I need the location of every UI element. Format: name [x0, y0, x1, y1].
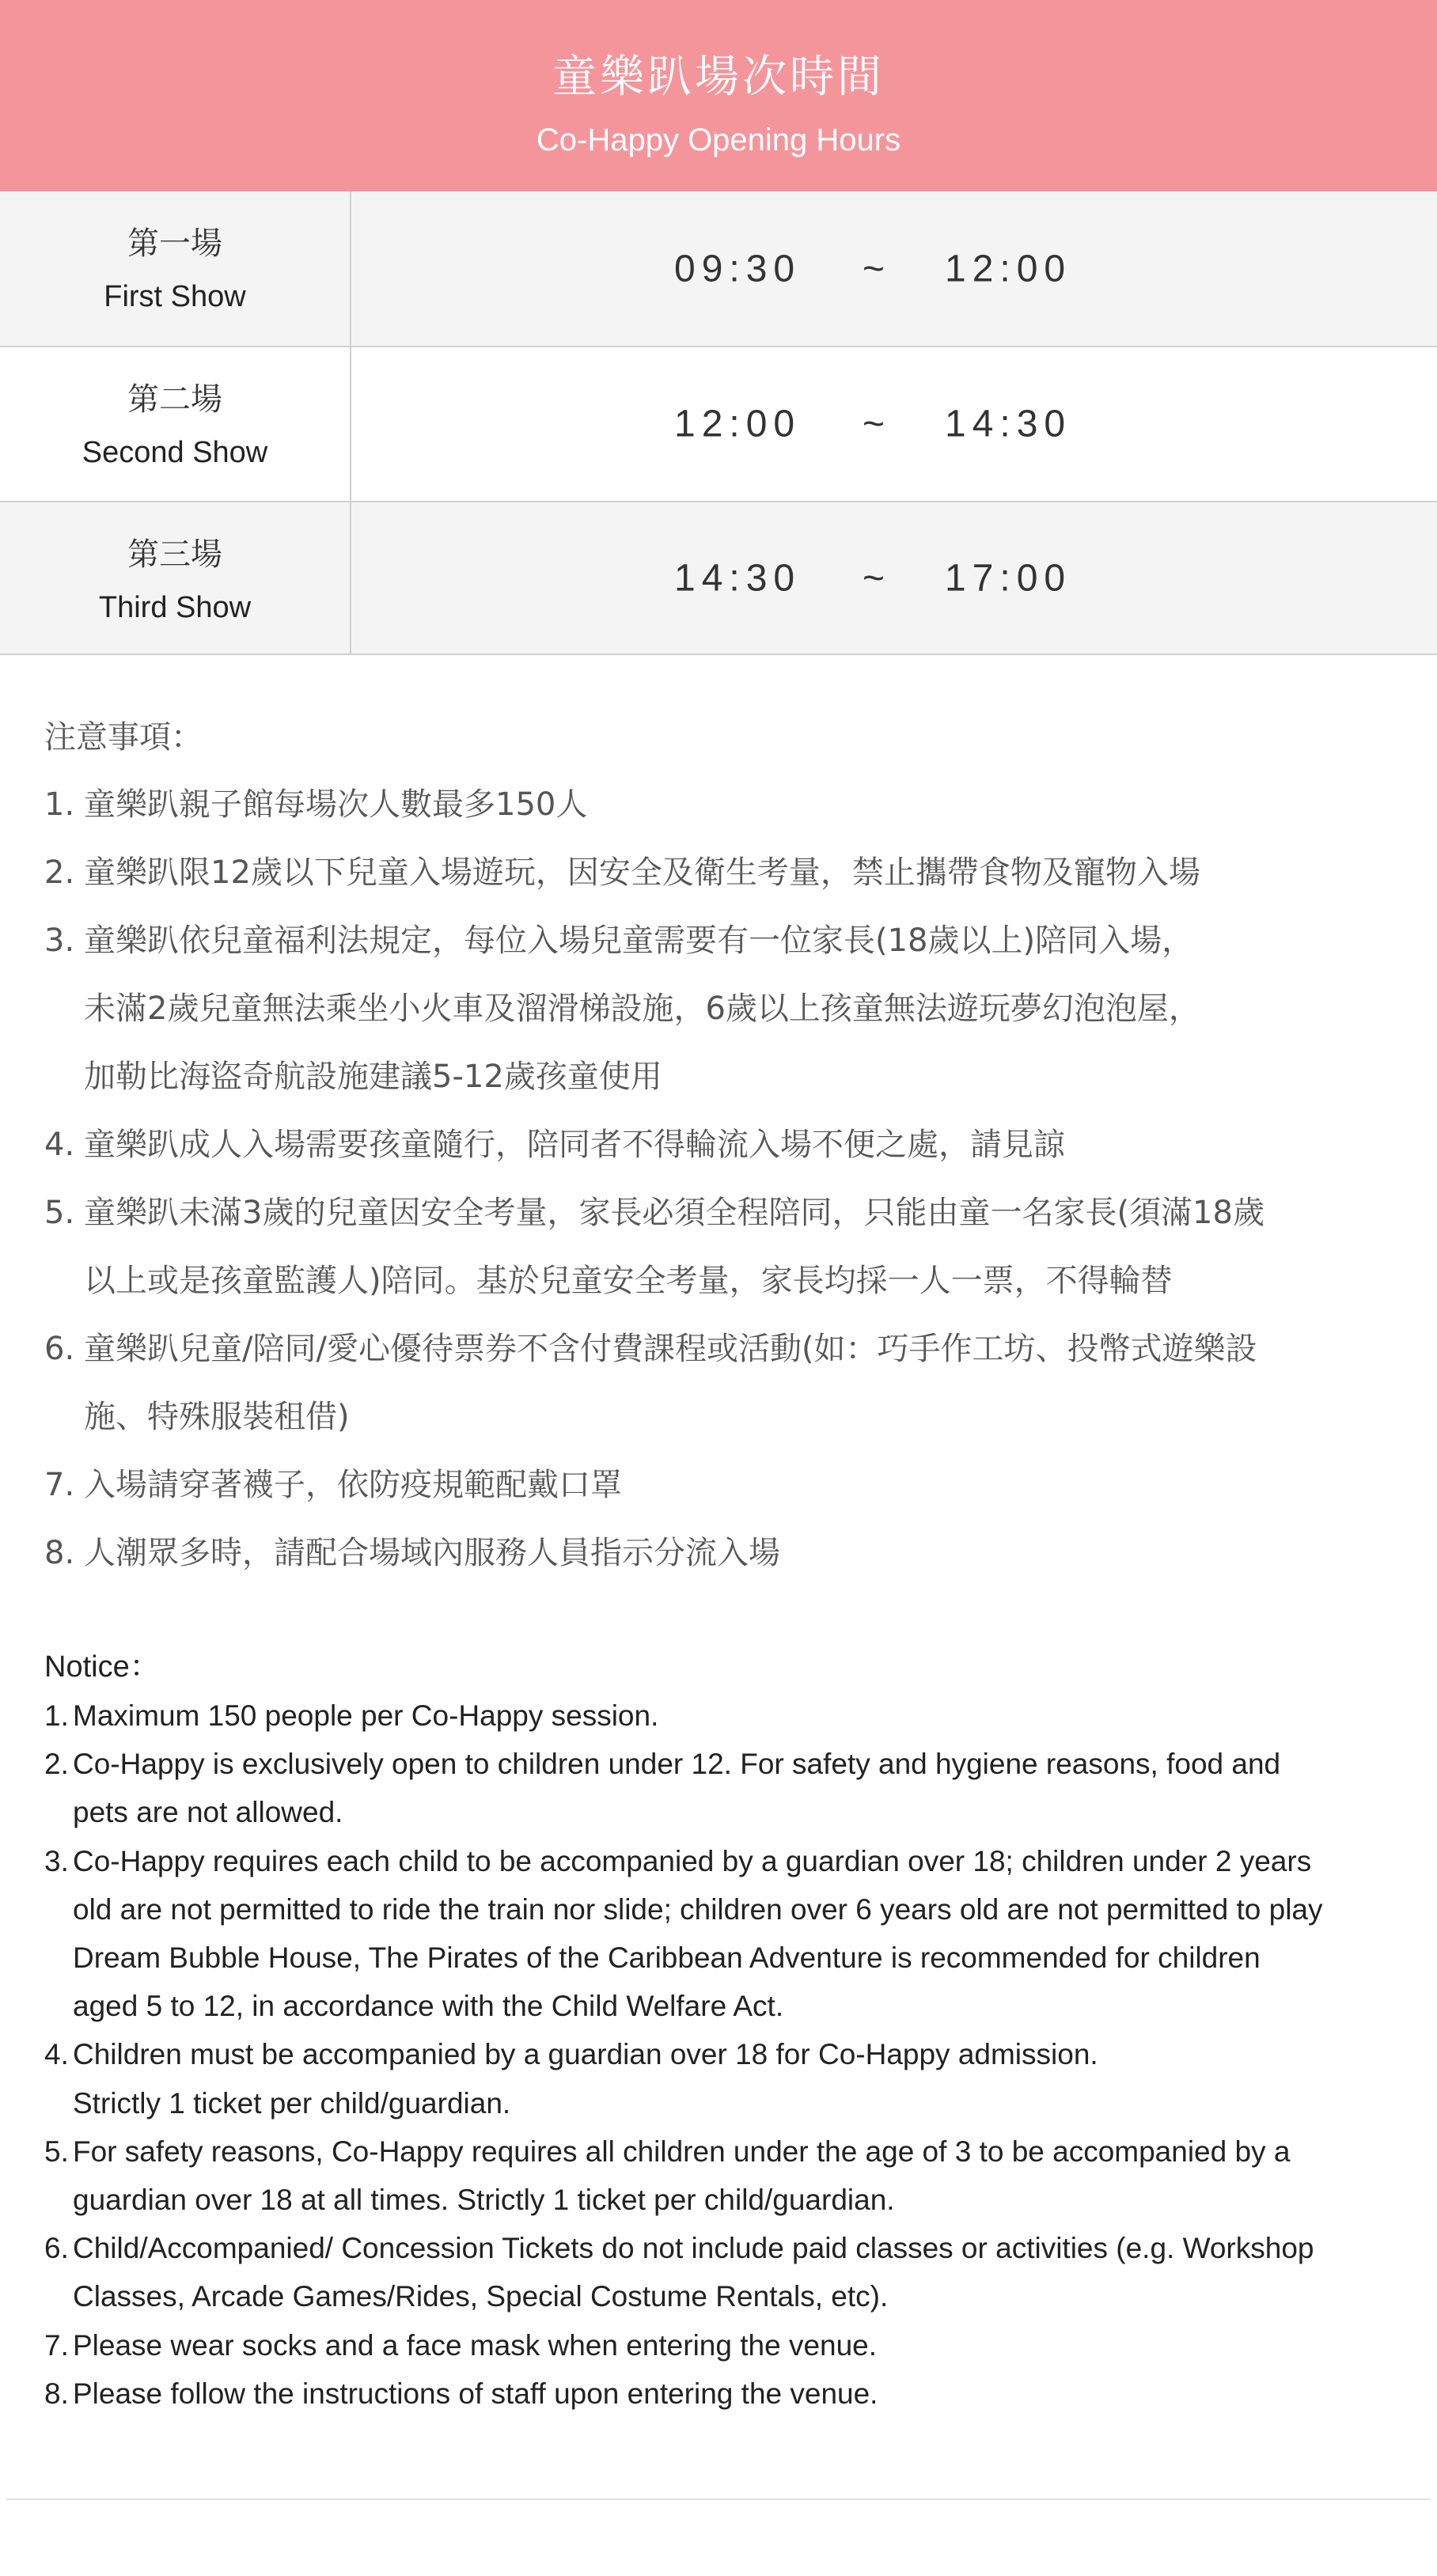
list-item	[44, 1179, 1405, 1315]
list-item-text: 童樂趴兒童/陪同/愛心優待票券不含付費課程或活動(如：巧手作工坊、投幣式遊樂設	[84, 1331, 1257, 1367]
show-start-time: 09:30	[674, 248, 802, 290]
show-start-time: 14:30	[674, 557, 802, 599]
list-item-text: 童樂趴依兒童福利法規定，每位入場兒童需要有一位家長(18歲以上)陪同入場，	[84, 922, 1194, 959]
schedule-row-third-show	[0, 502, 1437, 655]
list-item-number: 7.	[44, 2328, 69, 2362]
list-item	[44, 2321, 1405, 2370]
list-item-number: 5.	[44, 1195, 75, 1231]
list-item-text: 施、特殊服裝租借)	[84, 1399, 350, 1435]
list-item-text: 童樂趴成人入場需要孩童隨行，陪同者不得輪流入場不便之處，請見諒	[84, 1127, 1065, 1163]
show-time-cell	[351, 502, 1437, 653]
show-name-cell	[0, 502, 351, 653]
list-item-text: 童樂趴親子館每場次人數最多150人	[84, 786, 588, 823]
list-item-text: Co-Happy requires each child to be accompanied by a guardian over 18; children under 2 years	[73, 1844, 1312, 1877]
list-item-number: 4.	[44, 2038, 69, 2071]
time-separator: ~	[863, 557, 885, 599]
list-item-text: 童樂趴未滿3歲的兒童因安全考量，家長必須全程陪同，只能由童一名家長(須滿18歲	[84, 1195, 1264, 1231]
notes-zh-section	[44, 704, 1405, 1587]
show-end-time: 12:00	[945, 248, 1072, 290]
list-item	[44, 1691, 1405, 1740]
list-item-number: 5.	[44, 2135, 69, 2168]
list-item-number: 6.	[44, 1331, 75, 1367]
list-item-number: 3.	[44, 922, 75, 959]
page-header	[0, 0, 1437, 191]
list-item-text: 入場請穿著襪子，依防疫規範配戴口罩	[84, 1467, 622, 1503]
time-separator: ~	[863, 403, 885, 445]
list-item-text: Children must be accompanied by a guardian over 18 for Co-Happy admission.	[73, 2038, 1098, 2071]
list-item	[44, 1837, 1405, 2031]
list-item	[44, 2030, 1405, 2127]
list-item-text: Maximum 150 people per Co-Happy session.	[73, 1699, 659, 1732]
list-item-text: Child/Accompanied/ Concession Tickets do not include paid classes or activities (e.g. Workshop	[73, 2232, 1314, 2265]
show-time-cell	[351, 191, 1437, 346]
time-separator: ~	[863, 248, 885, 290]
list-item-text: 人潮眾多時，請配合場域內服務人員指示分流入場	[84, 1535, 780, 1571]
schedule-table	[0, 191, 1437, 655]
list-item	[44, 1740, 1405, 1836]
list-item-text: For safety reasons, Co-Happy requires all children under the age of 3 to be accompanied by a	[73, 2135, 1291, 2168]
list-item-number: 1.	[44, 786, 75, 823]
show-name-cell	[0, 347, 351, 501]
list-item	[44, 2370, 1405, 2418]
page-title-en: Co-Happy Opening Hours	[536, 123, 901, 157]
list-item-text: Please follow the instructions of staff upon entering the venue.	[73, 2377, 878, 2410]
show-name-zh: 第三場	[127, 536, 222, 573]
list-item-number: 7.	[44, 1467, 75, 1503]
list-item-number: 1.	[44, 1699, 69, 1732]
list-item	[44, 2224, 1405, 2320]
list-item-number: 2.	[44, 1748, 69, 1781]
page-title-zh: 童樂趴場次時間	[552, 51, 885, 103]
list-item	[44, 1315, 1405, 1451]
show-name-zh: 第二場	[127, 381, 222, 418]
footer-divider	[6, 2498, 1431, 2500]
show-name-en: Second Show	[82, 436, 268, 469]
schedule-row-second-show	[0, 347, 1437, 502]
list-item-text: 加勒比海盜奇航設施建議5-12歲孩童使用	[84, 1059, 662, 1095]
list-item-text: Dream Bubble House, The Pirates of the Caribbean Adventure is recommended for children	[73, 1941, 1261, 1975]
show-end-time: 14:30	[945, 403, 1072, 445]
notes-en-section	[44, 1642, 1405, 2418]
list-item-text: 以上或是孩童監護人)陪同。基於兒童安全考量，家長均採一人一票，不得輪替	[84, 1263, 1173, 1299]
show-start-time: 12:00	[674, 403, 802, 445]
list-item-number: 6.	[44, 2232, 69, 2265]
list-item	[44, 907, 1405, 1111]
list-item-number: 2.	[44, 854, 75, 891]
list-item-text: old are not permitted to ride the train nor slide; children over 6 years old are not permitted to play	[73, 1892, 1323, 1926]
list-item	[44, 1451, 1405, 1519]
notes-en-heading: Notice：	[44, 1650, 160, 1684]
notes-en-list	[44, 1691, 1405, 2418]
list-item-text: Classes, Arcade Games/Rides, Special Costume Rentals, etc).	[73, 2280, 889, 2313]
list-item-text: Co-Happy is exclusively open to children under 12. For safety and hygiene reasons, food and	[73, 1748, 1281, 1781]
list-item-number: 8.	[44, 2377, 69, 2410]
list-item-text: pets are not allowed.	[73, 1796, 343, 1829]
list-item	[44, 839, 1405, 907]
list-item-text: aged 5 to 12, in accordance with the Child Welfare Act.	[73, 1990, 784, 2023]
notes-zh-heading: 注意事項：	[44, 719, 203, 756]
list-item-text: 未滿2歲兒童無法乘坐小火車及溜滑梯設施，6歲以上孩童無法遊玩夢幻泡泡屋，	[84, 991, 1200, 1027]
list-item-text: guardian over 18 at all times. Strictly 1 ticket per child/guardian.	[73, 2184, 895, 2217]
show-time-cell	[351, 347, 1437, 501]
list-item	[44, 1111, 1405, 1179]
list-item-text: 童樂趴限12歲以下兒童入場遊玩，因安全及衛生考量，禁止攜帶食物及寵物入場	[84, 854, 1200, 891]
list-item-text: Strictly 1 ticket per child/guardian.	[73, 2086, 511, 2120]
list-item	[44, 771, 1405, 839]
list-item	[44, 2127, 1405, 2224]
list-item-number: 8.	[44, 1535, 75, 1571]
list-item	[44, 1519, 1405, 1587]
show-name-en: First Show	[104, 280, 246, 313]
notes-zh-list	[44, 771, 1405, 1587]
show-end-time: 17:00	[945, 557, 1072, 599]
show-name-en: Third Show	[98, 591, 252, 624]
show-name-zh: 第一場	[127, 225, 222, 262]
list-item-number: 4.	[44, 1127, 75, 1163]
list-item-text: Please wear socks and a face mask when entering the venue.	[73, 2328, 878, 2362]
list-item-number: 3.	[44, 1844, 69, 1877]
schedule-row-first-show	[0, 191, 1437, 347]
show-name-cell	[0, 191, 351, 346]
